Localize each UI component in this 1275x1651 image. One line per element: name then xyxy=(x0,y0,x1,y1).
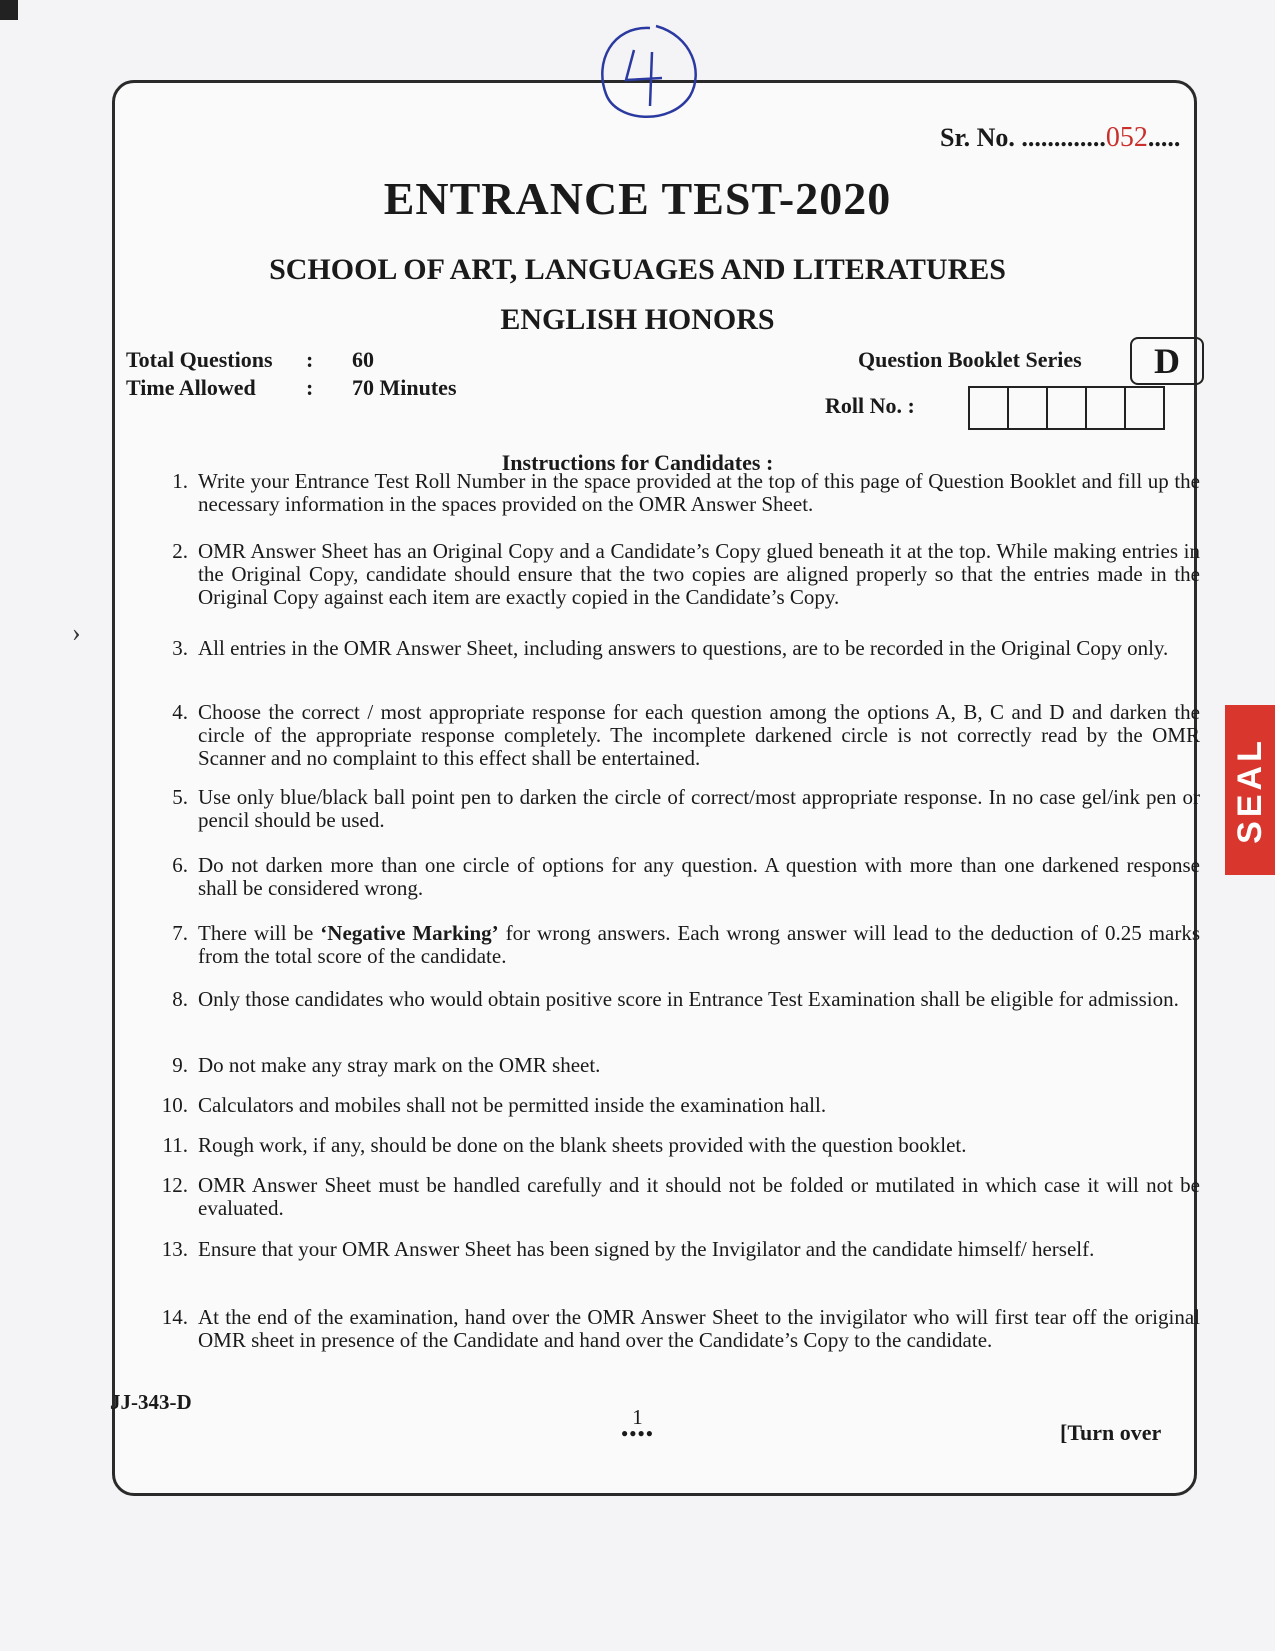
subject-name: ENGLISH HONORS xyxy=(500,303,775,336)
instruction-item: 10. Calculators and mobiles shall not be permitted inside the examination hall. xyxy=(161,1093,827,1117)
roll-number-box[interactable] xyxy=(1085,386,1126,430)
instruction-item: 6. Do not darken more than one circle of options for any question. A question with more than one darkened response shall be considered wrong. xyxy=(172,853,1200,900)
total-questions-label: Total Questions xyxy=(126,347,273,372)
scan-edge xyxy=(0,0,18,20)
page-dots: ●●●● xyxy=(621,1426,654,1440)
instruction-item: 12. OMR Answer Sheet must be handled carefully and it should not be folded or mutilated in which case it will not be evaluated. xyxy=(161,1173,1200,1220)
booklet-series-label: Question Booklet Series xyxy=(858,347,1082,372)
instruction-item: 7. There will be ‘Negative Marking’ for wrong answers. Each wrong answer will lead to the deduction of 0.25 marks from the total score of the candidate. xyxy=(172,921,1200,968)
serial-number-trail: ..... xyxy=(1147,123,1181,152)
booklet-code: JJ-343-D xyxy=(110,1390,192,1414)
time-allowed-label: Time Allowed xyxy=(126,375,256,400)
instruction-item: 13. Ensure that your OMR Answer Sheet has been signed by the Invigilator and the candidate himself/ herself. xyxy=(161,1237,1095,1261)
instruction-item: 11. Rough work, if any, should be done on the blank sheets provided with the question booklet. xyxy=(162,1133,967,1157)
roll-number-box[interactable] xyxy=(968,386,1009,430)
serial-number-value: 052 xyxy=(1105,122,1148,153)
instruction-item: 14. At the end of the examination, hand over the OMR Answer Sheet to the invigilator who will first tear off the original OMR sheet in presence of the Candidate and hand over the Candidate’s Copy to the candidate. xyxy=(161,1305,1200,1352)
turn-over-label: [Turn over xyxy=(1060,1420,1162,1445)
roll-number-boxes[interactable] xyxy=(970,386,1165,430)
roll-number-label: Roll No. : xyxy=(825,393,915,418)
total-questions-value: 60 xyxy=(352,347,374,372)
instruction-item: 9. Do not make any stray mark on the OMR sheet. xyxy=(172,1053,601,1077)
roll-number-box[interactable] xyxy=(1046,386,1087,430)
page-number: 1 xyxy=(632,1405,643,1429)
school-name: SCHOOL OF ART, LANGUAGES AND LITERATURES xyxy=(269,253,1006,286)
instruction-item: 2. OMR Answer Sheet has an Original Copy and a Candidate’s Copy glued beneath it at the top. While making entries in the Original Copy, candidate should ensure that the two copies are aligned properly so that the entries made in the Original Copy against each item are exactly copied in the Candidate’s Copy. xyxy=(172,539,1200,609)
seal-tab xyxy=(1225,705,1275,875)
margin-mark: › xyxy=(72,618,81,647)
serial-number xyxy=(940,122,1180,154)
booklet-series-value: D xyxy=(1130,337,1204,385)
total-questions-separator: : xyxy=(306,347,314,372)
page-title: ENTRANCE TEST-2020 xyxy=(383,173,892,224)
seal-tab-label: SEAL xyxy=(1230,736,1269,844)
handwritten-circle-mark xyxy=(592,22,702,130)
instruction-item: 1. Write your Entrance Test Roll Number in the space provided at the top of this page of Question Booklet and fill up the necessary information in the spaces provided on the OMR Answer Sheet. xyxy=(172,469,1200,516)
instruction-item: 3. All entries in the OMR Answer Sheet, including answers to questions, are to be recorded in the Original Copy only. xyxy=(172,636,1169,660)
time-allowed-separator: : xyxy=(306,375,314,400)
roll-number-box[interactable] xyxy=(1007,386,1048,430)
instructions-heading: Instructions for Candidates : xyxy=(501,450,774,475)
serial-number-label: Sr. No. ............. xyxy=(940,123,1106,152)
roll-number-box[interactable] xyxy=(1124,386,1165,430)
instruction-item: 8. Only those candidates who would obtain positive score in Entrance Test Examination shall be eligible for admission. xyxy=(172,987,1179,1011)
instruction-item: 5. Use only blue/black ball point pen to darken the circle of correct/most appropriate response. In no case gel/ink pen or pencil should be used. xyxy=(172,785,1200,832)
instruction-item: 4. Choose the correct / most appropriate response for each question among the options A, B, C and D and darken the circle of the appropriate response completely. The incomplete darkened circle is not correctly read by the OMR Scanner and no complaint to this effect shall be entertained. xyxy=(172,700,1200,770)
time-allowed-value: 70 Minutes xyxy=(352,375,457,400)
negative-marking-emphasis: ‘Negative Marking’ xyxy=(320,921,499,945)
